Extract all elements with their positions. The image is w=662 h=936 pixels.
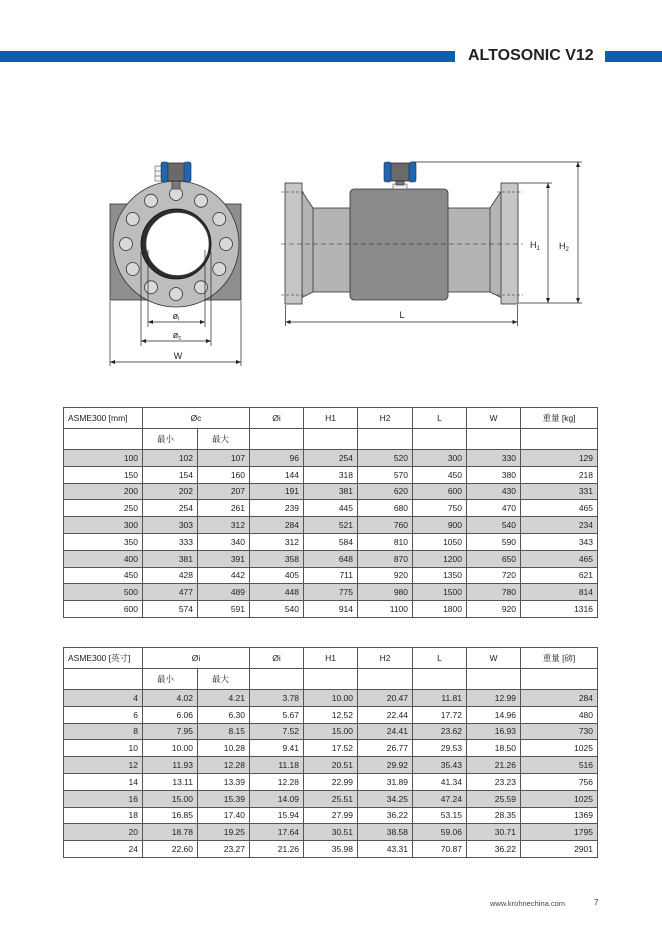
value-cell: 16.85 bbox=[143, 807, 198, 824]
size-cell: 16 bbox=[64, 790, 143, 807]
size-cell: 200 bbox=[64, 483, 143, 500]
value-cell: 15.00 bbox=[143, 790, 198, 807]
table-row bbox=[64, 723, 598, 740]
value-cell: 1316 bbox=[521, 601, 598, 618]
value-cell: 191 bbox=[250, 483, 304, 500]
value-cell: 59.06 bbox=[413, 824, 467, 841]
dc-label bbox=[173, 330, 182, 342]
table-row bbox=[64, 517, 598, 534]
l-label: L bbox=[399, 310, 405, 320]
value-cell: 10.00 bbox=[304, 690, 358, 707]
bolt-hole bbox=[126, 263, 139, 276]
value-cell: 920 bbox=[467, 601, 521, 618]
value-cell: 870 bbox=[358, 550, 413, 567]
value-cell: 780 bbox=[467, 584, 521, 601]
flange-left bbox=[285, 183, 302, 304]
bolt-hole bbox=[126, 213, 139, 226]
value-cell: 450 bbox=[413, 466, 467, 483]
value-cell: 358 bbox=[250, 550, 304, 567]
value-cell: 312 bbox=[198, 517, 250, 534]
converter-neck bbox=[172, 180, 180, 189]
flange-right bbox=[501, 183, 518, 304]
value-cell: 12.28 bbox=[250, 773, 304, 790]
value-cell: 35.43 bbox=[413, 757, 467, 774]
header-h1: H1 bbox=[304, 648, 358, 669]
table-row bbox=[64, 790, 598, 807]
size-cell: 12 bbox=[64, 757, 143, 774]
value-cell: 129 bbox=[521, 450, 598, 467]
value-cell: 520 bbox=[358, 450, 413, 467]
front-view bbox=[110, 162, 241, 366]
di-label bbox=[173, 311, 180, 323]
value-cell: 31.89 bbox=[358, 773, 413, 790]
header-bar-left bbox=[0, 51, 455, 62]
value-cell: 750 bbox=[413, 500, 467, 517]
value-cell: 12.52 bbox=[304, 706, 358, 723]
size-cell: 4 bbox=[64, 690, 143, 707]
value-cell: 16.93 bbox=[467, 723, 521, 740]
subheader-empty bbox=[250, 429, 304, 450]
bolt-hole bbox=[170, 188, 183, 201]
converter-lid-right bbox=[409, 162, 416, 182]
value-cell: 330 bbox=[467, 450, 521, 467]
bolt-hole bbox=[213, 213, 226, 226]
value-cell: 15.94 bbox=[250, 807, 304, 824]
value-cell: 284 bbox=[521, 690, 598, 707]
bolt-hole bbox=[195, 194, 208, 207]
value-cell: 442 bbox=[198, 567, 250, 584]
value-cell: 570 bbox=[358, 466, 413, 483]
di-symbol: ø bbox=[172, 311, 179, 321]
value-cell: 584 bbox=[304, 533, 358, 550]
table-row bbox=[64, 807, 598, 824]
size-cell: 10 bbox=[64, 740, 143, 757]
converter-housing bbox=[389, 163, 411, 181]
value-cell: 574 bbox=[143, 601, 198, 618]
value-cell: 24.41 bbox=[358, 723, 413, 740]
bolt-hole bbox=[170, 288, 183, 301]
value-cell: 36.22 bbox=[467, 841, 521, 858]
value-cell: 17.72 bbox=[413, 706, 467, 723]
h2-label bbox=[559, 241, 570, 253]
h1-subscript: 1 bbox=[536, 246, 540, 252]
value-cell: 980 bbox=[358, 584, 413, 601]
table-row bbox=[64, 824, 598, 841]
size-cell: 20 bbox=[64, 824, 143, 841]
value-cell: 30.71 bbox=[467, 824, 521, 841]
header-size: ASME300 [mm] bbox=[64, 408, 143, 429]
value-cell: 621 bbox=[521, 567, 598, 584]
table-row bbox=[64, 740, 598, 757]
converter-lid-left bbox=[384, 162, 391, 182]
table-row bbox=[64, 757, 598, 774]
bore bbox=[146, 213, 209, 276]
bolt-hole bbox=[195, 281, 208, 294]
value-cell: 480 bbox=[521, 706, 598, 723]
value-cell: 23.62 bbox=[413, 723, 467, 740]
value-cell: 914 bbox=[304, 601, 358, 618]
value-cell: 303 bbox=[143, 517, 198, 534]
header-l: L bbox=[413, 648, 467, 669]
table-row bbox=[64, 500, 598, 517]
value-cell: 15.39 bbox=[198, 790, 250, 807]
value-cell: 144 bbox=[250, 466, 304, 483]
value-cell: 53.15 bbox=[413, 807, 467, 824]
value-cell: 36.22 bbox=[358, 807, 413, 824]
value-cell: 1795 bbox=[521, 824, 598, 841]
value-cell: 35.98 bbox=[304, 841, 358, 858]
header-di: Øi bbox=[250, 648, 304, 669]
subheader-empty bbox=[304, 429, 358, 450]
value-cell: 20.51 bbox=[304, 757, 358, 774]
value-cell: 680 bbox=[358, 500, 413, 517]
dc-subscript: c bbox=[178, 335, 182, 342]
value-cell: 381 bbox=[143, 550, 198, 567]
table-row bbox=[64, 690, 598, 707]
value-cell: 6.06 bbox=[143, 706, 198, 723]
value-cell: 12.28 bbox=[198, 757, 250, 774]
value-cell: 18.78 bbox=[143, 824, 198, 841]
value-cell: 430 bbox=[467, 483, 521, 500]
value-cell: 18.50 bbox=[467, 740, 521, 757]
value-cell: 1800 bbox=[413, 601, 467, 618]
bolt-hole bbox=[145, 194, 158, 207]
value-cell: 1350 bbox=[413, 567, 467, 584]
table-row bbox=[64, 841, 598, 858]
value-cell: 1100 bbox=[358, 601, 413, 618]
table-row bbox=[64, 450, 598, 467]
value-cell: 160 bbox=[198, 466, 250, 483]
value-cell: 760 bbox=[358, 517, 413, 534]
header-w: W bbox=[467, 408, 521, 429]
value-cell: 465 bbox=[521, 500, 598, 517]
size-cell: 100 bbox=[64, 450, 143, 467]
value-cell: 22.44 bbox=[358, 706, 413, 723]
header-di: Øi bbox=[250, 408, 304, 429]
size-cell: 400 bbox=[64, 550, 143, 567]
subheader-empty bbox=[64, 669, 143, 690]
value-cell: 810 bbox=[358, 533, 413, 550]
value-cell: 814 bbox=[521, 584, 598, 601]
side-view bbox=[281, 162, 582, 326]
value-cell: 9.41 bbox=[250, 740, 304, 757]
size-cell: 500 bbox=[64, 584, 143, 601]
value-cell: 730 bbox=[521, 723, 598, 740]
value-cell: 445 bbox=[304, 500, 358, 517]
subheader-empty bbox=[358, 669, 413, 690]
di-subscript: i bbox=[178, 316, 180, 323]
value-cell: 284 bbox=[250, 517, 304, 534]
table-row bbox=[64, 533, 598, 550]
value-cell: 202 bbox=[143, 483, 198, 500]
value-cell: 380 bbox=[467, 466, 521, 483]
value-cell: 25.51 bbox=[304, 790, 358, 807]
header-bar-right bbox=[605, 51, 662, 62]
header-h1: H1 bbox=[304, 408, 358, 429]
header-l: L bbox=[413, 408, 467, 429]
value-cell: 650 bbox=[467, 550, 521, 567]
h1-letter: H bbox=[530, 240, 537, 250]
value-cell: 756 bbox=[521, 773, 598, 790]
value-cell: 10.00 bbox=[143, 740, 198, 757]
table-row bbox=[64, 773, 598, 790]
value-cell: 8.15 bbox=[198, 723, 250, 740]
value-cell: 11.18 bbox=[250, 757, 304, 774]
value-cell: 489 bbox=[198, 584, 250, 601]
header-dc: Øc bbox=[143, 408, 250, 429]
header-size: ASME300 [英寸] bbox=[64, 648, 143, 669]
value-cell: 465 bbox=[521, 550, 598, 567]
spec-table-inch bbox=[63, 647, 598, 858]
value-cell: 41.34 bbox=[413, 773, 467, 790]
value-cell: 540 bbox=[250, 601, 304, 618]
value-cell: 4.21 bbox=[198, 690, 250, 707]
value-cell: 521 bbox=[304, 517, 358, 534]
value-cell: 600 bbox=[413, 483, 467, 500]
size-cell: 350 bbox=[64, 533, 143, 550]
value-cell: 207 bbox=[198, 483, 250, 500]
subheader-empty bbox=[304, 669, 358, 690]
header-h2: H2 bbox=[358, 648, 413, 669]
value-cell: 3.78 bbox=[250, 690, 304, 707]
value-cell: 70.87 bbox=[413, 841, 467, 858]
value-cell: 391 bbox=[198, 550, 250, 567]
header-weight: 重量 [磅] bbox=[521, 648, 598, 669]
table-row bbox=[64, 584, 598, 601]
table-subheader-row bbox=[64, 669, 598, 690]
bolt-hole bbox=[145, 281, 158, 294]
table-body bbox=[64, 690, 598, 858]
table-row bbox=[64, 466, 598, 483]
subheader-max: 最大 bbox=[198, 429, 250, 450]
value-cell: 21.26 bbox=[467, 757, 521, 774]
subheader-empty bbox=[64, 429, 143, 450]
subheader-max: 最大 bbox=[198, 669, 250, 690]
value-cell: 5.67 bbox=[250, 706, 304, 723]
header-weight: 重量 [kg] bbox=[521, 408, 598, 429]
value-cell: 331 bbox=[521, 483, 598, 500]
value-cell: 154 bbox=[143, 466, 198, 483]
table-header-row bbox=[64, 648, 598, 669]
value-cell: 14.09 bbox=[250, 790, 304, 807]
value-cell: 775 bbox=[304, 584, 358, 601]
meter-body-side bbox=[350, 189, 448, 300]
value-cell: 340 bbox=[198, 533, 250, 550]
value-cell: 43.31 bbox=[358, 841, 413, 858]
value-cell: 11.93 bbox=[143, 757, 198, 774]
converter-lid-right bbox=[184, 162, 191, 182]
value-cell: 318 bbox=[304, 466, 358, 483]
value-cell: 25.59 bbox=[467, 790, 521, 807]
header-h2: H2 bbox=[358, 408, 413, 429]
value-cell: 107 bbox=[198, 450, 250, 467]
value-cell: 477 bbox=[143, 584, 198, 601]
size-cell: 250 bbox=[64, 500, 143, 517]
value-cell: 448 bbox=[250, 584, 304, 601]
table-header-row bbox=[64, 408, 598, 429]
value-cell: 27.99 bbox=[304, 807, 358, 824]
w-label: W bbox=[173, 351, 183, 361]
subheader-empty bbox=[358, 429, 413, 450]
value-cell: 1050 bbox=[413, 533, 467, 550]
value-cell: 4.02 bbox=[143, 690, 198, 707]
size-cell: 24 bbox=[64, 841, 143, 858]
value-cell: 7.52 bbox=[250, 723, 304, 740]
value-cell: 47.24 bbox=[413, 790, 467, 807]
value-cell: 29.53 bbox=[413, 740, 467, 757]
value-cell: 11.81 bbox=[413, 690, 467, 707]
size-cell: 300 bbox=[64, 517, 143, 534]
bolt-hole bbox=[213, 263, 226, 276]
value-cell: 254 bbox=[304, 450, 358, 467]
converter-side bbox=[384, 162, 416, 189]
bolt-hole bbox=[120, 238, 133, 251]
value-cell: 22.99 bbox=[304, 773, 358, 790]
table-body bbox=[64, 450, 598, 618]
size-cell: 14 bbox=[64, 773, 143, 790]
value-cell: 38.58 bbox=[358, 824, 413, 841]
value-cell: 620 bbox=[358, 483, 413, 500]
table-subheader-row bbox=[64, 429, 598, 450]
value-cell: 920 bbox=[358, 567, 413, 584]
table-row bbox=[64, 567, 598, 584]
value-cell: 23.23 bbox=[467, 773, 521, 790]
terminal-block bbox=[155, 166, 161, 181]
value-cell: 34.25 bbox=[358, 790, 413, 807]
subheader-empty bbox=[250, 669, 304, 690]
value-cell: 261 bbox=[198, 500, 250, 517]
table-row bbox=[64, 601, 598, 618]
value-cell: 590 bbox=[467, 533, 521, 550]
subheader-empty bbox=[521, 429, 598, 450]
header-w: W bbox=[467, 648, 521, 669]
value-cell: 17.64 bbox=[250, 824, 304, 841]
value-cell: 23.27 bbox=[198, 841, 250, 858]
value-cell: 1025 bbox=[521, 790, 598, 807]
value-cell: 648 bbox=[304, 550, 358, 567]
value-cell: 428 bbox=[143, 567, 198, 584]
h1-label bbox=[530, 240, 541, 252]
value-cell: 300 bbox=[413, 450, 467, 467]
footer-url: www.krohnechina.com bbox=[490, 899, 566, 908]
subheader-empty bbox=[467, 429, 521, 450]
value-cell: 26.77 bbox=[358, 740, 413, 757]
value-cell: 333 bbox=[143, 533, 198, 550]
value-cell: 14.96 bbox=[467, 706, 521, 723]
value-cell: 13.11 bbox=[143, 773, 198, 790]
dc-symbol: ø bbox=[172, 330, 179, 340]
value-cell: 13.39 bbox=[198, 773, 250, 790]
value-cell: 12.99 bbox=[467, 690, 521, 707]
subheader-empty bbox=[413, 429, 467, 450]
converter-lid-left bbox=[161, 162, 168, 182]
value-cell: 540 bbox=[467, 517, 521, 534]
value-cell: 218 bbox=[521, 466, 598, 483]
value-cell: 10.28 bbox=[198, 740, 250, 757]
size-cell: 6 bbox=[64, 706, 143, 723]
size-cell: 8 bbox=[64, 723, 143, 740]
value-cell: 1025 bbox=[521, 740, 598, 757]
size-cell: 450 bbox=[64, 567, 143, 584]
value-cell: 102 bbox=[143, 450, 198, 467]
value-cell: 312 bbox=[250, 533, 304, 550]
size-cell: 18 bbox=[64, 807, 143, 824]
value-cell: 15.00 bbox=[304, 723, 358, 740]
value-cell: 1500 bbox=[413, 584, 467, 601]
spec-table-mm bbox=[63, 407, 598, 618]
header-dc: Øi bbox=[143, 648, 250, 669]
value-cell: 17.40 bbox=[198, 807, 250, 824]
table-row bbox=[64, 706, 598, 723]
value-cell: 470 bbox=[467, 500, 521, 517]
value-cell: 900 bbox=[413, 517, 467, 534]
size-cell: 600 bbox=[64, 601, 143, 618]
h2-letter: H bbox=[559, 241, 566, 251]
value-cell: 6.30 bbox=[198, 706, 250, 723]
subheader-min: 最小 bbox=[143, 429, 198, 450]
value-cell: 28.35 bbox=[467, 807, 521, 824]
value-cell: 17.52 bbox=[304, 740, 358, 757]
h2-subscript: 2 bbox=[565, 247, 569, 253]
value-cell: 96 bbox=[250, 450, 304, 467]
page-title: ALTOSONIC V12 bbox=[468, 47, 594, 64]
value-cell: 22.60 bbox=[143, 841, 198, 858]
subheader-empty bbox=[413, 669, 467, 690]
size-cell: 150 bbox=[64, 466, 143, 483]
value-cell: 21.26 bbox=[250, 841, 304, 858]
bolt-hole bbox=[220, 238, 233, 251]
value-cell: 1369 bbox=[521, 807, 598, 824]
value-cell: 591 bbox=[198, 601, 250, 618]
subheader-min: 最小 bbox=[143, 669, 198, 690]
subheader-empty bbox=[467, 669, 521, 690]
value-cell: 343 bbox=[521, 533, 598, 550]
table-row bbox=[64, 483, 598, 500]
value-cell: 20.47 bbox=[358, 690, 413, 707]
subheader-empty bbox=[521, 669, 598, 690]
value-cell: 30.51 bbox=[304, 824, 358, 841]
value-cell: 405 bbox=[250, 567, 304, 584]
value-cell: 720 bbox=[467, 567, 521, 584]
value-cell: 711 bbox=[304, 567, 358, 584]
value-cell: 1200 bbox=[413, 550, 467, 567]
value-cell: 516 bbox=[521, 757, 598, 774]
value-cell: 19.25 bbox=[198, 824, 250, 841]
value-cell: 239 bbox=[250, 500, 304, 517]
value-cell: 7.95 bbox=[143, 723, 198, 740]
value-cell: 2901 bbox=[521, 841, 598, 858]
technical-drawing bbox=[0, 150, 662, 380]
table-row bbox=[64, 550, 598, 567]
value-cell: 381 bbox=[304, 483, 358, 500]
page-number: 7 bbox=[594, 898, 599, 907]
value-cell: 254 bbox=[143, 500, 198, 517]
value-cell: 29.92 bbox=[358, 757, 413, 774]
value-cell: 234 bbox=[521, 517, 598, 534]
